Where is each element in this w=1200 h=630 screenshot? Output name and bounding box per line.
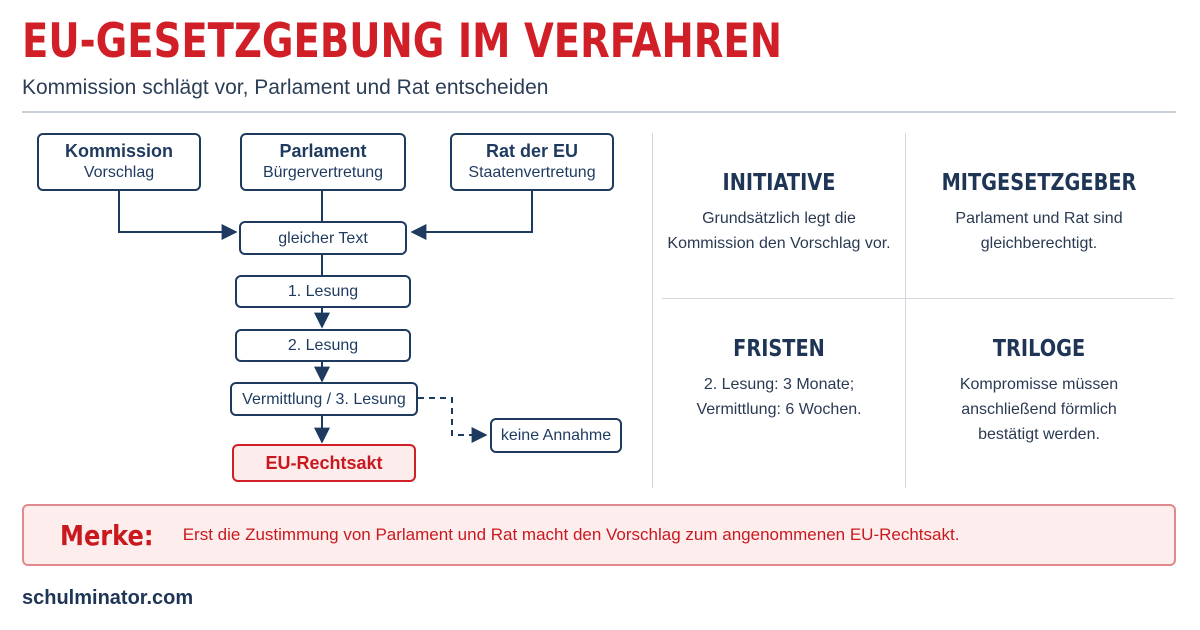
info-triloge-line3: bestätigt werden. xyxy=(978,426,1100,443)
box-kommission-title: Kommission xyxy=(64,141,174,161)
merke-text: Erst die Zustimmung von Parlament und Rat macht den Vorschlag zum angenommenen EU-Rechtsakt. xyxy=(182,525,960,544)
info-initiative-line2: Kommission den Vorschlag vor. xyxy=(667,235,891,252)
page-subtitle: Kommission schlägt vor, Parlament und Rat entscheiden xyxy=(22,76,549,99)
info-triloge-line2: anschließend förmlich xyxy=(961,401,1117,418)
footer-site-link[interactable]: schulminator.com xyxy=(22,587,194,609)
box-lesung2-label: 2. Lesung xyxy=(287,337,359,354)
box-eu-rechtsakt-label: EU-Rechtsakt xyxy=(265,452,383,473)
box-parlament-sub: Bürgervertretung xyxy=(262,164,384,181)
box-gleicher-text xyxy=(239,221,407,255)
box-lesung2 xyxy=(235,329,411,362)
merke-label: Merke: xyxy=(60,518,154,552)
grid-divider-left xyxy=(652,133,653,488)
info-fristen-line1: 2. Lesung: 3 Monate; xyxy=(703,376,855,393)
box-vermittlung xyxy=(230,382,418,416)
box-parlament-title: Parlament xyxy=(279,141,367,161)
box-eu-rechtsakt xyxy=(232,444,416,482)
info-initiative xyxy=(654,170,904,256)
connector-rat xyxy=(412,190,532,232)
info-mitgesetzgeber-line2: gleichberechtigt. xyxy=(980,235,1098,252)
box-rat xyxy=(450,133,614,191)
box-parlament xyxy=(240,133,406,191)
box-kommission xyxy=(37,133,201,191)
dashed-arrow-keine-annahme xyxy=(418,398,486,435)
merke-callout xyxy=(22,504,1176,566)
connector-kommission xyxy=(119,190,236,232)
box-gleicher-text-label: gleicher Text xyxy=(278,229,368,247)
box-kommission-sub: Vorschlag xyxy=(83,164,155,181)
info-fristen-line2: Vermittlung: 6 Wochen. xyxy=(696,401,862,418)
info-fristen-title: FRISTEN xyxy=(733,336,825,362)
box-lesung1 xyxy=(235,275,411,308)
info-initiative-title: INITIATIVE xyxy=(722,170,836,196)
header-divider xyxy=(22,111,1176,113)
box-rat-sub: Staatenvertretung xyxy=(468,164,596,181)
box-rat-title: Rat der EU xyxy=(485,141,579,161)
info-triloge-title: TRILOGE xyxy=(992,336,1086,362)
info-initiative-line1: Grundsätzlich legt die xyxy=(702,210,856,227)
info-triloge-line1: Kompromisse müssen xyxy=(959,376,1119,393)
page-title: EU-GESETZGEBUNG IM VERFAHREN xyxy=(22,14,783,69)
info-mitgesetzgeber-line1: Parlament und Rat sind xyxy=(955,210,1123,227)
box-vermittlung-label: Vermittlung / 3. Lesung xyxy=(242,390,406,408)
info-triloge xyxy=(906,336,1172,447)
info-mitgesetzgeber xyxy=(906,170,1172,256)
box-keine-annahme xyxy=(490,418,622,453)
info-mitgesetzgeber-title: MITGESETZGEBER xyxy=(941,170,1137,196)
box-lesung1-label: 1. Lesung xyxy=(287,283,359,300)
info-fristen xyxy=(654,336,904,422)
box-keine-annahme-label: keine Annahme xyxy=(500,427,612,444)
grid-divider-middle xyxy=(662,298,1174,299)
